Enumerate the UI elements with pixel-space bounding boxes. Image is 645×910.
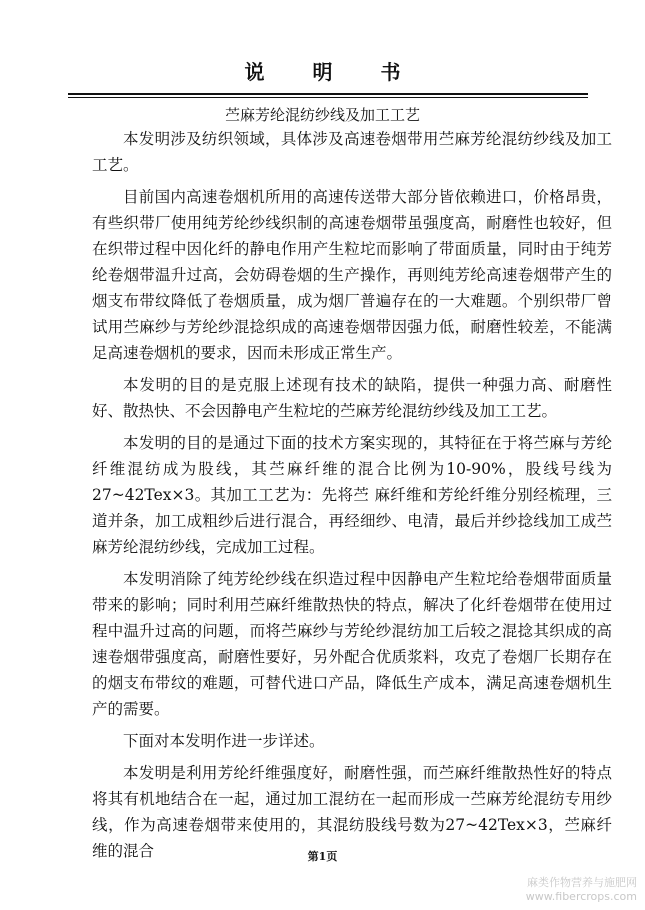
paragraph: 目前国内高速卷烟机所用的高速传送带大部分皆依赖进口，价格昂贵，有些织带厂使用纯芳纶纱线织制的高速卷烟带虽强度高，耐磨性也较好，但在织带过程中因化纤的静电作用产生粒坨而影响了带面质量，同时由于纯芳纶卷烟带温升过高，会妨碍卷烟的生产操作，再则纯芳纶高速卷烟带产生的烟支布带纹降低了卷烟质量，成为烟厂普遍存在的一大难题。个别织带厂曾试用苎麻纱与芳纶纱混捻织成的高速卷烟带因强力低，耐磨性较差，不能满足高速卷烟机的要求，因而未形成正常生产。	[92, 188, 612, 362]
page-title: 说明书	[244, 60, 449, 84]
invention-name: 苎麻芳纶混纺纱线及加工工艺	[224, 106, 420, 124]
title-rule	[68, 93, 588, 95]
watermark	[526, 876, 637, 904]
paragraph: 本发明涉及纺织领域，具体涉及高速卷烟带用苎麻芳纶混纺纱线及加工工艺。	[92, 130, 612, 174]
description-body	[92, 126, 612, 870]
paragraph: 本发明的目的是克服上述现有技术的缺陷，提供一种强力高、耐磨性好、散热快、不会因静电产生粒坨的苎麻芳纶混纺纱线及加工工艺。	[92, 376, 612, 420]
paragraph: 本发明是利用芳纶纤维强度好，耐磨性强，而苎麻纤维散热性好的特点将其有机地结合在一起，通过加工混纺在一起而形成一苎麻芳纶混纺专用纱线，作为高速卷烟带来使用的，其混纺股线号数为27~42Tex×3，苎麻纤维的混合	[92, 764, 612, 860]
watermark-url: www.fibercrops.com	[525, 890, 637, 903]
title-rule-thin	[68, 97, 588, 98]
paragraph: 本发明的目的是通过下面的技术方案实现的，其特征在于将苎麻与芳纶纤维混纺成为股线，其苎麻纤维的混合比例为10-90%，股线号线为27~42Tex×3。其加工工艺为：先将苎 麻纤维和芳纶纤维分别经梳理，三道并条，加工成粗纱后进行混合，再经细纱、电清，最后并纱捻线加工成苎麻芳纶混纺纱线，完成加工过程。	[92, 434, 612, 556]
watermark-line: 麻类作物营养与施肥网	[527, 876, 637, 889]
paragraph: 下面对本发明作进一步详述。	[123, 732, 325, 750]
page-number: 第1页	[307, 850, 338, 863]
paragraph: 本发明消除了纯芳纶纱线在织造过程中因静电产生粒坨给卷烟带面质量带来的影响；同时利用苎麻纤维散热快的特点，解决了化纤卷烟带在使用过程中温升过高的问题，而将苎麻纱与芳纶纱混纺加工后较之混捻其织成的高速卷烟带强度高，耐磨性要好，另外配合优质浆料，攻克了卷烟厂长期存在的烟支布带纹的难题，可替代进口产品，降低生产成本，满足高速卷烟机生产的需要。	[92, 570, 612, 718]
